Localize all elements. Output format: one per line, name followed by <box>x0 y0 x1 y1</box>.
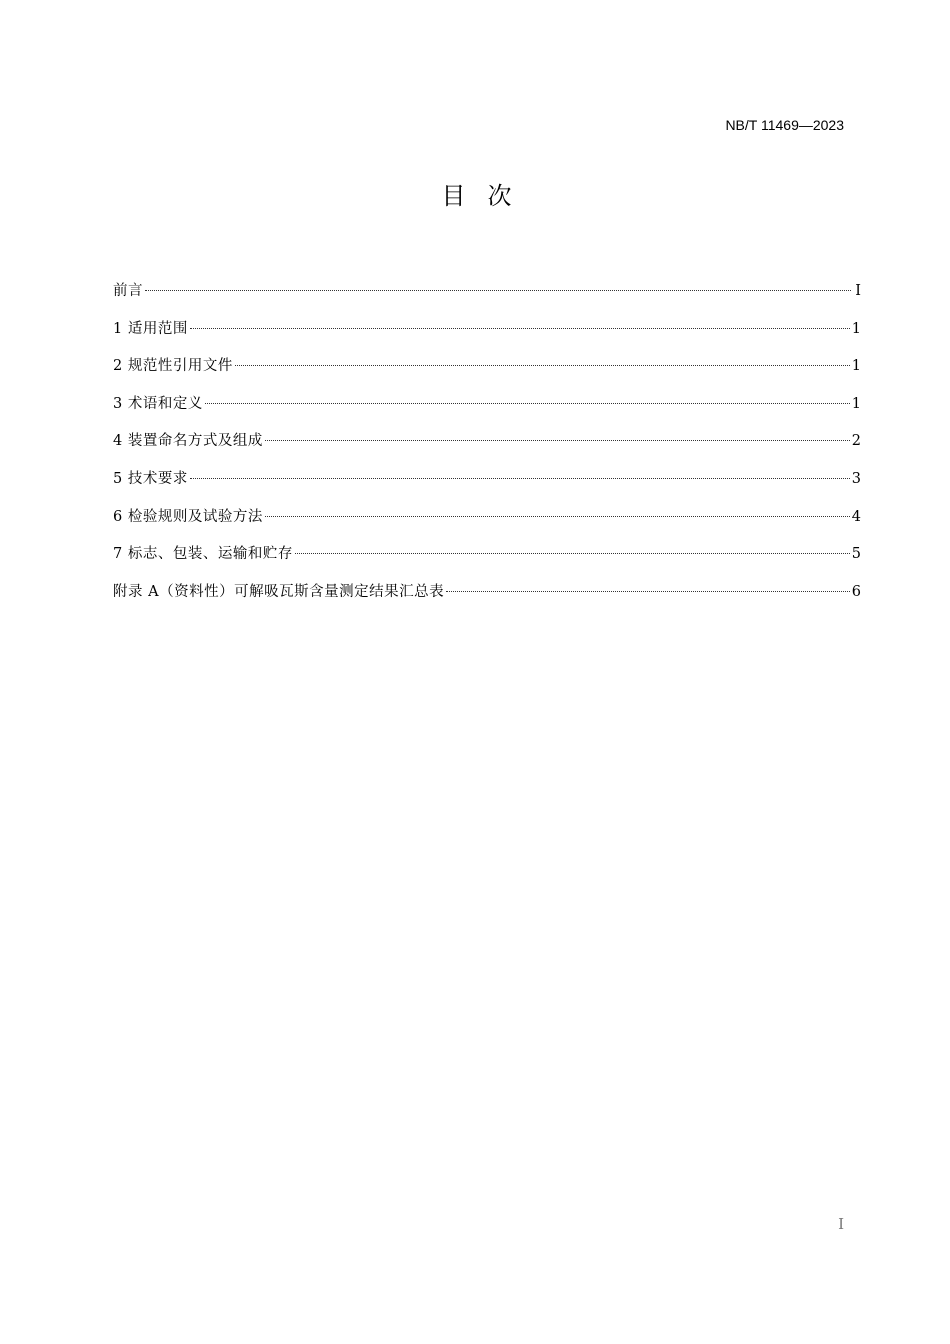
toc-entry-page: 1 <box>851 358 861 375</box>
toc-dot-leader <box>265 440 850 441</box>
toc-entry-technical-requirements[interactable] <box>113 468 861 506</box>
toc-dot-leader <box>446 591 850 592</box>
toc-entry-label: 5 技术要求 <box>113 470 188 487</box>
document-code: NB/T 11469—2023 <box>725 117 844 133</box>
toc-entry-page: 2 <box>851 433 861 450</box>
toc-entry-label: 前言 <box>113 283 143 299</box>
toc-entry-page: 3 <box>851 470 861 487</box>
toc-entry-terms-definitions[interactable] <box>113 393 861 431</box>
toc-entry-page: 1 <box>851 395 861 412</box>
toc-entry-page: 1 <box>851 320 861 337</box>
toc-entry-page: 5 <box>851 546 861 563</box>
toc-dot-leader <box>190 478 850 479</box>
toc-entry-marking-packaging[interactable] <box>113 543 861 581</box>
toc-dot-leader <box>145 290 851 291</box>
page-number: I <box>838 1215 844 1233</box>
toc-entry-label: 附录 A（资料性）可解吸瓦斯含量测定结果汇总表 <box>113 583 445 600</box>
toc-entry-inspection-test-methods[interactable] <box>113 506 861 544</box>
toc-entry-page: 4 <box>851 508 861 525</box>
toc-dot-leader <box>265 516 850 517</box>
toc-dot-leader <box>205 403 850 404</box>
toc-dot-leader <box>190 328 850 329</box>
toc-entry-page: I <box>855 283 861 299</box>
toc-entry-preface[interactable] <box>113 280 861 318</box>
toc-entry-label: 6 检验规则及试验方法 <box>113 508 263 525</box>
toc-entry-label: 1 适用范围 <box>113 320 188 337</box>
toc-dot-leader <box>295 553 850 554</box>
toc-entry-label: 3 术语和定义 <box>113 395 203 412</box>
toc-dot-leader <box>235 365 850 366</box>
toc-entry-appendix-a[interactable] <box>113 581 861 619</box>
toc-entry-label: 2 规范性引用文件 <box>113 358 233 375</box>
toc-entry-naming-composition[interactable] <box>113 430 861 468</box>
toc-entry-label: 7 标志、包装、运输和贮存 <box>113 546 293 563</box>
toc-entry-page: 6 <box>851 583 861 600</box>
toc-title: 目次 <box>441 182 534 210</box>
toc-entry-scope[interactable] <box>113 318 861 356</box>
toc-entry-label: 4 装置命名方式及组成 <box>113 433 263 450</box>
toc-entry-normative-references[interactable] <box>113 355 861 393</box>
table-of-contents <box>113 280 861 618</box>
